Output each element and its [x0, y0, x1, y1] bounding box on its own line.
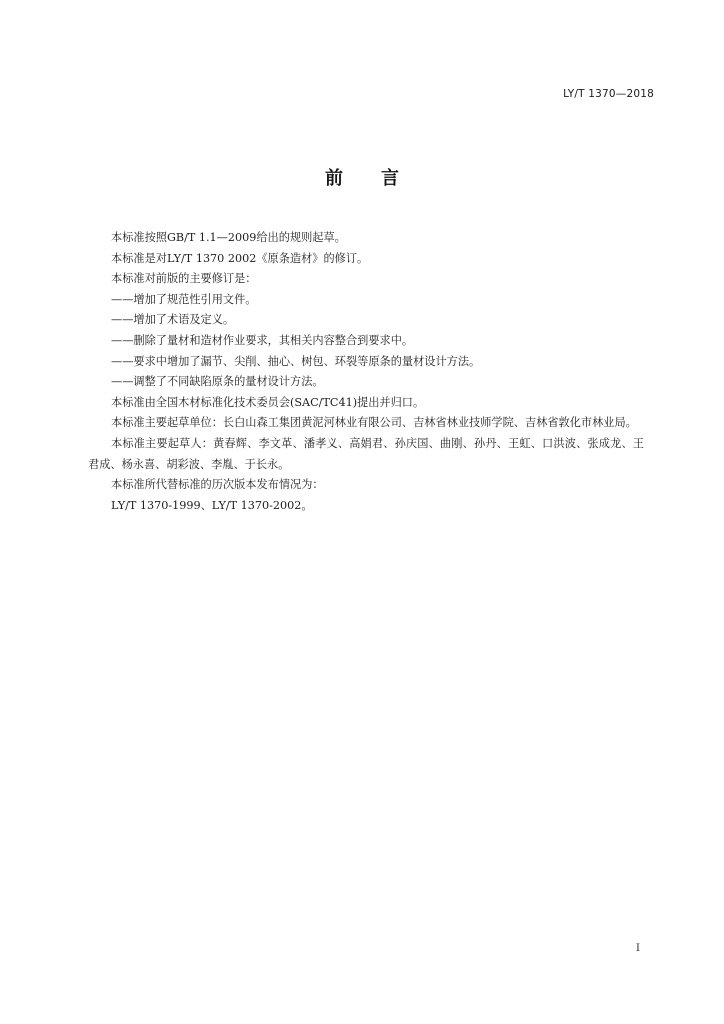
paragraph-history-versions: LY/T 1370-1999、LY/T 1370-2002。: [111, 498, 313, 512]
list-item-change-3: ——删除了量材和造材作业要求，其相关内容整合到要求中。: [111, 333, 414, 347]
title-char-1: 前: [325, 168, 343, 189]
paragraph-proposer: 本标准由全国木材标准化技术委员会(SAC/TC41)提出并归口。: [111, 395, 425, 409]
paragraph-drafting-units: 本标准主要起草单位：长白山森工集团黄泥河林业有限公司、吉林省林业技师学院、吉林省敦化市林业局。: [111, 416, 637, 430]
list-item-change-1: ——增加了规范性引用文件。: [111, 292, 257, 306]
paragraph-drafting-rules: 本标准按照GB/T 1.1—2009给出的规则起草。: [111, 231, 346, 244]
list-item-change-4: ——要求中增加了漏节、尖削、抽心、树包、环裂等原条的量材设计方法。: [111, 354, 481, 368]
page-number: I: [635, 942, 640, 954]
page-title: [0, 164, 724, 190]
list-item-change-5: ——调整了不同缺陷原条的量材设计方法。: [111, 375, 324, 389]
foreword-body: [88, 228, 644, 516]
list-item-change-2: ——增加了术语及定义。: [111, 313, 235, 327]
title-char-2: 言: [381, 168, 399, 189]
paragraph-main-changes: 本标准对前版的主要修订是：: [111, 272, 257, 286]
paragraph-revision-of: 本标准是对LY/T 1370 2002《原条造材》的修订。: [111, 251, 369, 265]
paragraph-history-intro: 本标准所代替标准的历次版本发布情况为：: [111, 478, 324, 492]
standard-code-header: LY/T 1370—2018: [563, 88, 654, 100]
paragraph-drafters: 本标准主要起草人：黄春辉、李文革、潘孝义、高娟君、孙庆国、曲刚、孙丹、王虹、口洪波、张成龙、王君成、杨永喜、胡彩波、李胤、于长永。: [88, 436, 644, 471]
